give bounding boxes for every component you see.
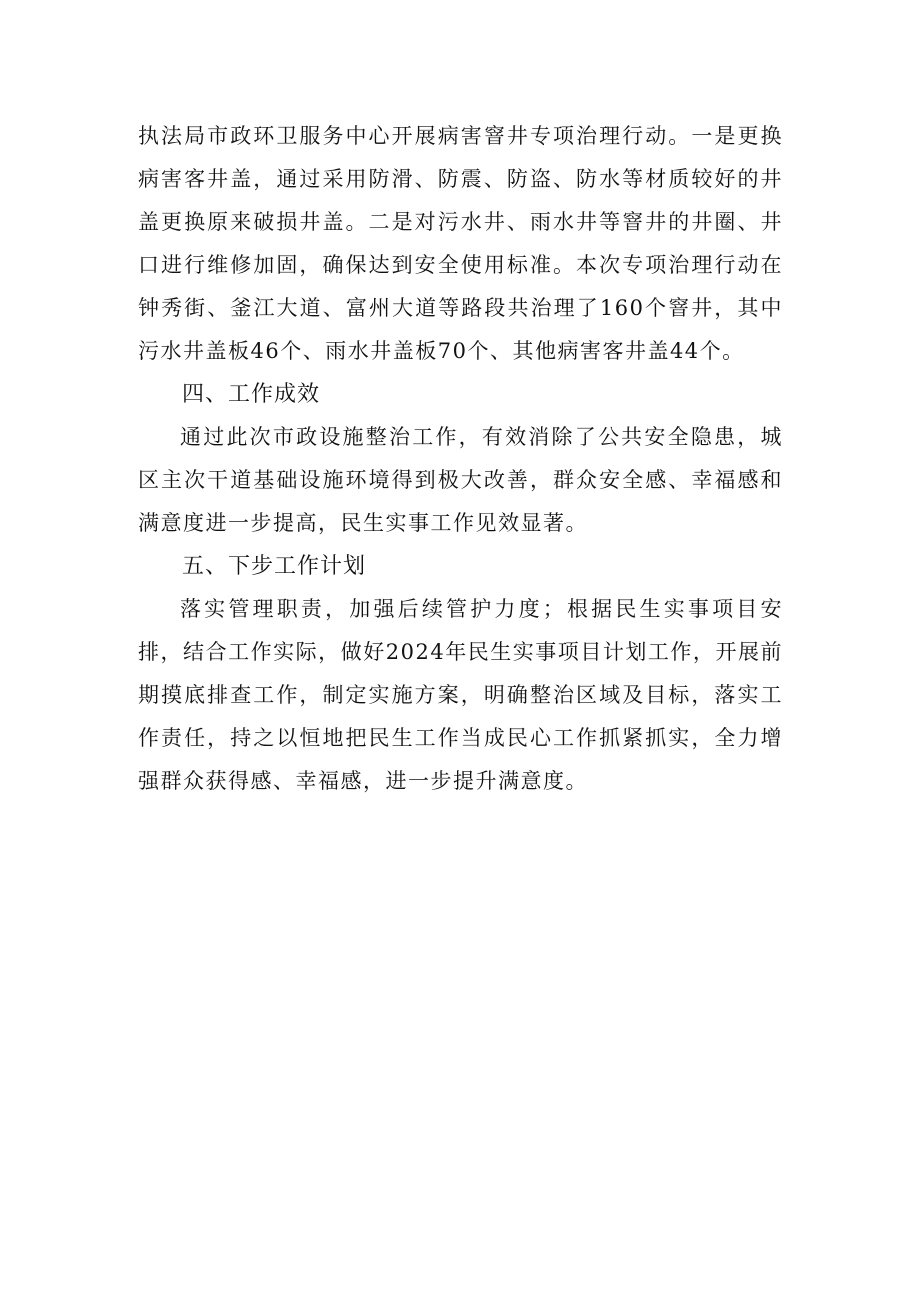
section-body-results: 通过此次市政设施整治工作，有效消除了公共安全隐患，城区主次干道基础设施环境得到极大改善，群众安全感、幸福感和满意度进一步提高，民生实事工作见效显著。	[138, 425, 783, 535]
document-body	[138, 115, 783, 803]
paragraph-continued: 执法局市政环卫服务中心开展病害窨井专项治理行动。一是更换病害客井盖，通过采用防滑、防震、防盗、防水等材质较好的井盖更换原来破损井盖。二是对污水井、雨水井等窨井的井圈、井口进行维修加固，确保达到安全使用标准。本次专项治理行动在钟秀街、釜江大道、富州大道等路段共治理了160个窨井，其中污水井盖板46个、雨水井盖板70个、其他病害客井盖44个。	[138, 124, 783, 363]
section-heading-next-plan: 五、下步工作计划	[182, 554, 367, 579]
section-body-next-plan: 落实管理职责，加强后续管护力度；根据民生实事项目安排，结合工作实际，做好2024年民生实事项目计划工作，开展前期摸底排查工作，制定实施方案，明确整治区域及目标，落实工作责任，持之以恒地把民生工作当成民心工作抓紧抓实，全力增强群众获得感、幸福感，进一步提升满意度。	[138, 597, 783, 793]
section-heading-results: 四、工作成效	[182, 382, 321, 407]
